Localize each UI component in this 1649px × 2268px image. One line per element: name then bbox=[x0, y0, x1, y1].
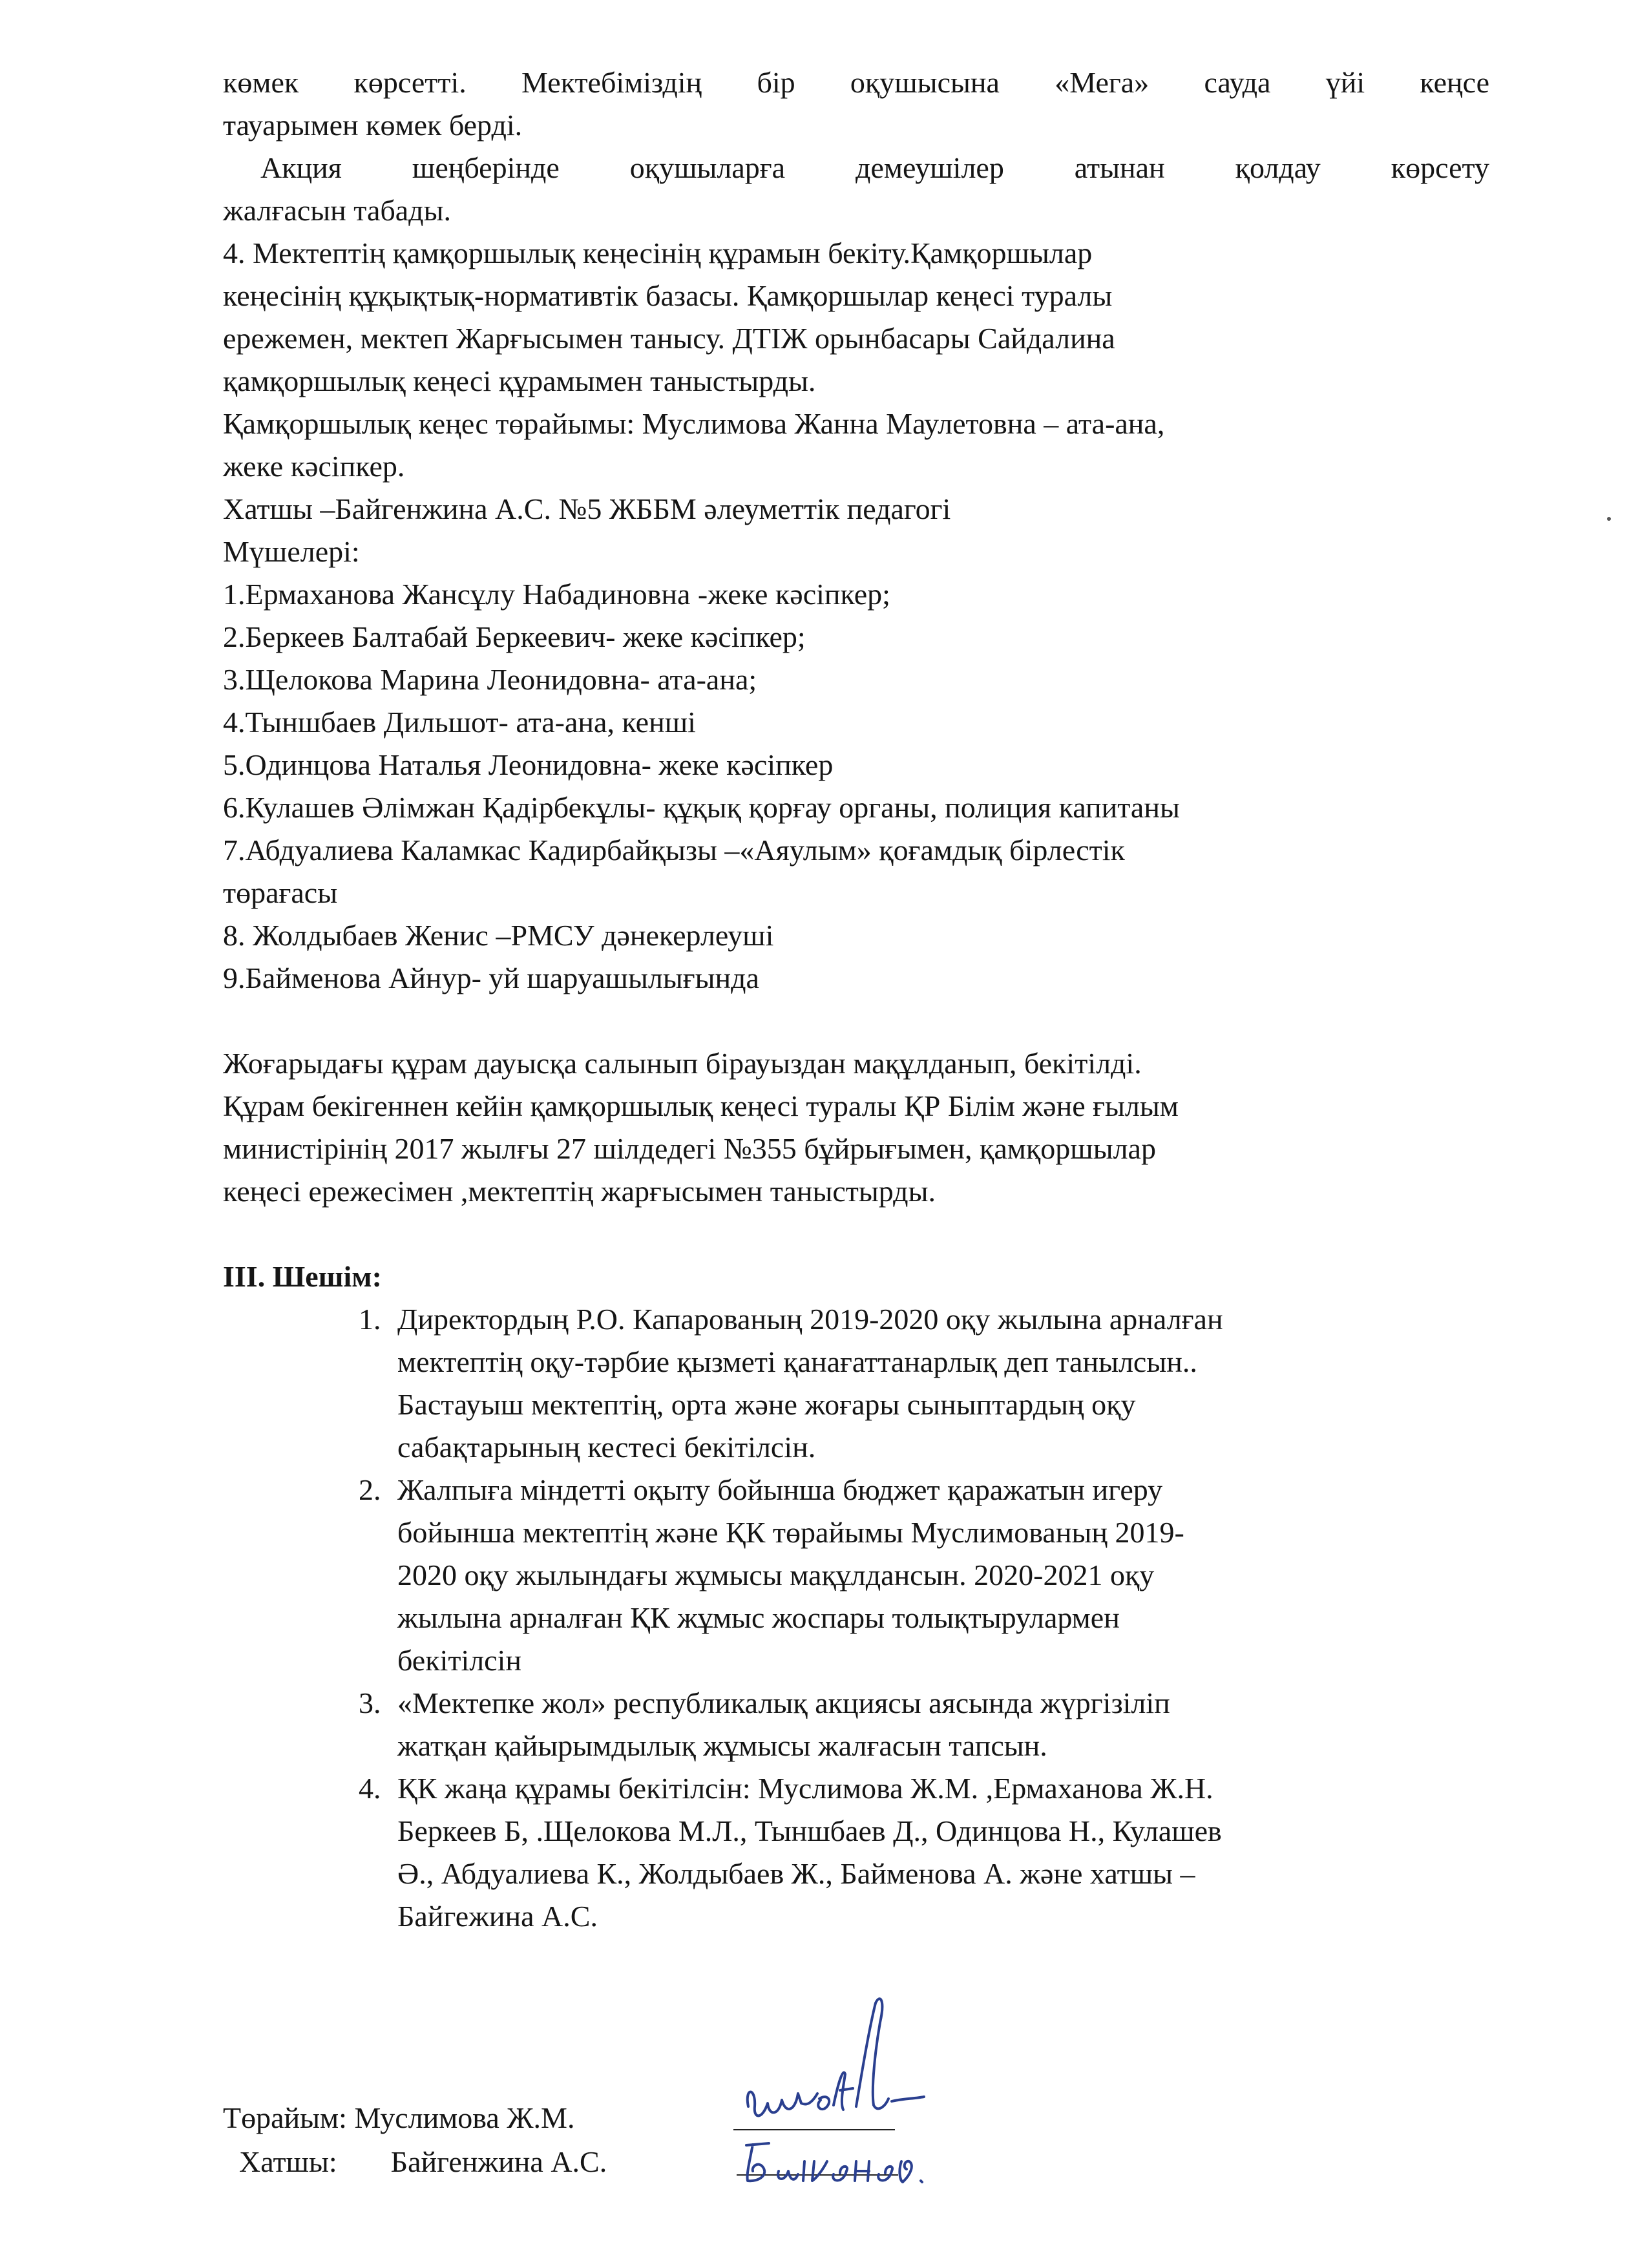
chair-line: Қамқоршылық кеңес төрайымы: Муслимова Жанна Маулетовна – ата-ана, bbox=[223, 407, 1165, 440]
text-line: Байгежина А.С. bbox=[397, 1900, 598, 1933]
document-page bbox=[223, 61, 1489, 1938]
decision-number: 4. bbox=[359, 1772, 381, 1805]
member-item: 7.Абдуалиева Каламкас Кадирбайқызы –«Аяулым» қоғамдық бірлестік bbox=[223, 834, 1125, 866]
text-line: ережемен, мектеп Жарғысымен танысу. ДТІЖ орынбасары Сайдалина bbox=[223, 322, 1115, 355]
member-item: 2.Беркеев Балтабай Беркеевич- жеке кәсіпкер; bbox=[223, 620, 806, 653]
member-item: 4.Тыншбаев Дильшот- ата-ана, кенші bbox=[223, 706, 696, 739]
text-line: Беркеев Б, .Щелокова М.Л., Тыншбаев Д., Одинцова Н., Кулашев bbox=[397, 1814, 1222, 1847]
chair-signature-row bbox=[223, 2097, 574, 2139]
text-line: Директордың Р.О. Капарованың 2019-2020 оқу жылына арналған bbox=[397, 1303, 1223, 1336]
decision-number: 2. bbox=[359, 1473, 381, 1506]
secretary-signature-row bbox=[239, 2141, 607, 2183]
text-line: Жоғарыдағы құрам дауысқа салынып бірауыздан мақұлданып, бекітілді. bbox=[223, 1047, 1142, 1080]
text-line: Құрам бекігеннен кейін қамқоршылық кеңесі туралы ҚР Білім және ғылым bbox=[223, 1089, 1179, 1122]
decision-item bbox=[359, 1298, 1431, 1469]
member-item: 8. Жолдыбаев Женис –РМСУ дәнекерлеуші bbox=[223, 919, 774, 952]
text-line: бекітілсін bbox=[397, 1644, 521, 1677]
decision-heading: ІІІ. Шешім: bbox=[223, 1260, 382, 1293]
text-line: тауарымен көмек берді. bbox=[223, 109, 523, 142]
chair-name: Муслимова Ж.М. bbox=[354, 2101, 575, 2134]
member-item: 1.Ермаханова Жансұлу Набадиновна -жеке кәсіпкер; bbox=[223, 578, 890, 611]
scan-speck bbox=[1607, 517, 1611, 521]
decision-number: 1. bbox=[359, 1303, 381, 1336]
member-item-continued: төрағасы bbox=[223, 876, 338, 909]
decision-number: 3. bbox=[359, 1686, 381, 1719]
agenda-item-4 bbox=[223, 232, 1489, 573]
text-line: Ә., Абдуалиева К., Жолдыбаев Ж., Байменова А. және хатшы – bbox=[397, 1857, 1195, 1890]
text-line: қамқоршылық кеңесі құрамымен таныстырды. bbox=[223, 364, 816, 397]
text-line: жеке кәсіпкер. bbox=[223, 450, 405, 483]
secretary-line: Хатшы –Байгенжина А.С. №5 ЖББМ әлеуметтік педагогі bbox=[223, 492, 951, 525]
sponsorship-paragraph bbox=[223, 147, 1489, 232]
member-item: 5.Одинцова Наталья Леонидовна- жеке кәсіпкер bbox=[223, 748, 834, 781]
decision-item bbox=[359, 1767, 1431, 1938]
text-line: жатқан қайырымдылық жұмысы жалғасын тапсын. bbox=[397, 1729, 1047, 1762]
intro-paragraph bbox=[223, 61, 1489, 147]
text-line: Акция шеңберінде оқушыларға демеушілер атынан қолдау көрсету bbox=[260, 151, 1489, 184]
text-line: кеңесі ережесімен ,мектептің жарғысымен таныстырды. bbox=[223, 1175, 936, 1208]
text-line: жалғасын табады. bbox=[223, 194, 451, 227]
secretary-name: Байгенжина А.С. bbox=[390, 2145, 607, 2178]
text-line: бойынша мектептің және ҚК төрайымы Муслимованың 2019- bbox=[397, 1516, 1184, 1549]
text-line: Бастауыш мектептің, орта және жоғары сыныптардың оқу bbox=[397, 1388, 1136, 1421]
chair-handwritten-signature bbox=[730, 1990, 963, 2139]
members-heading: Мүшелері: bbox=[223, 535, 360, 568]
text-line: мектептің оқу-тәрбие қызметі қанағаттанарлық деп танылсын.. bbox=[397, 1345, 1197, 1378]
text-line: жылына арналған ҚК жұмыс жоспары толықтырулармен bbox=[397, 1601, 1120, 1634]
text-line: 4. Мектептің қамқоршылық кеңесінің құрамын бекіту.Қамқоршылар bbox=[223, 236, 1093, 269]
member-item: 9.Байменова Айнур- уй шаруашылығында bbox=[223, 961, 759, 994]
text-line: сабақтарының кестесі бекітілсін. bbox=[397, 1431, 816, 1464]
decision-list bbox=[359, 1298, 1431, 1938]
decision-item bbox=[359, 1469, 1431, 1682]
approval-paragraph bbox=[223, 1042, 1489, 1213]
text-line: Жалпыға міндетті оқыту бойынша бюджет қаражатын игеру bbox=[397, 1473, 1163, 1506]
member-item: 6.Кулашев Әлімжан Қадірбекұлы- құқық қорғау органы, полиция капитаны bbox=[223, 791, 1180, 824]
text-line: көмек көрсетті. Мектебіміздің бір оқушысына «Мега» сауда үйі кеңсе bbox=[223, 66, 1489, 99]
member-item: 3.Щелокова Марина Леонидовна- ата-ана; bbox=[223, 663, 757, 696]
text-line: ҚК жаңа құрамы бекітілсін: Муслимова Ж.М. ,Ермаханова Ж.Н. bbox=[397, 1772, 1213, 1805]
text-line: кеңесінің құқықтық-нормативтік базасы. Қамқоршылар кеңесі туралы bbox=[223, 279, 1113, 312]
secretary-handwritten-signature bbox=[733, 2136, 947, 2194]
chair-label: Төрайым: bbox=[223, 2101, 347, 2134]
decision-item bbox=[359, 1682, 1431, 1767]
text-line: министірінің 2017 жылғы 27 шілдедегі №355 бұйрығымен, қамқоршылар bbox=[223, 1132, 1156, 1165]
members-list bbox=[223, 573, 1489, 1000]
text-line: 2020 оқу жылындағы жұмысы мақұлдансын. 2020-2021 оқу bbox=[397, 1559, 1155, 1591]
secretary-label: Хатшы: bbox=[239, 2145, 337, 2178]
text-line: «Мектепке жол» республикалық акциясы аясында жүргізіліп bbox=[397, 1686, 1170, 1719]
